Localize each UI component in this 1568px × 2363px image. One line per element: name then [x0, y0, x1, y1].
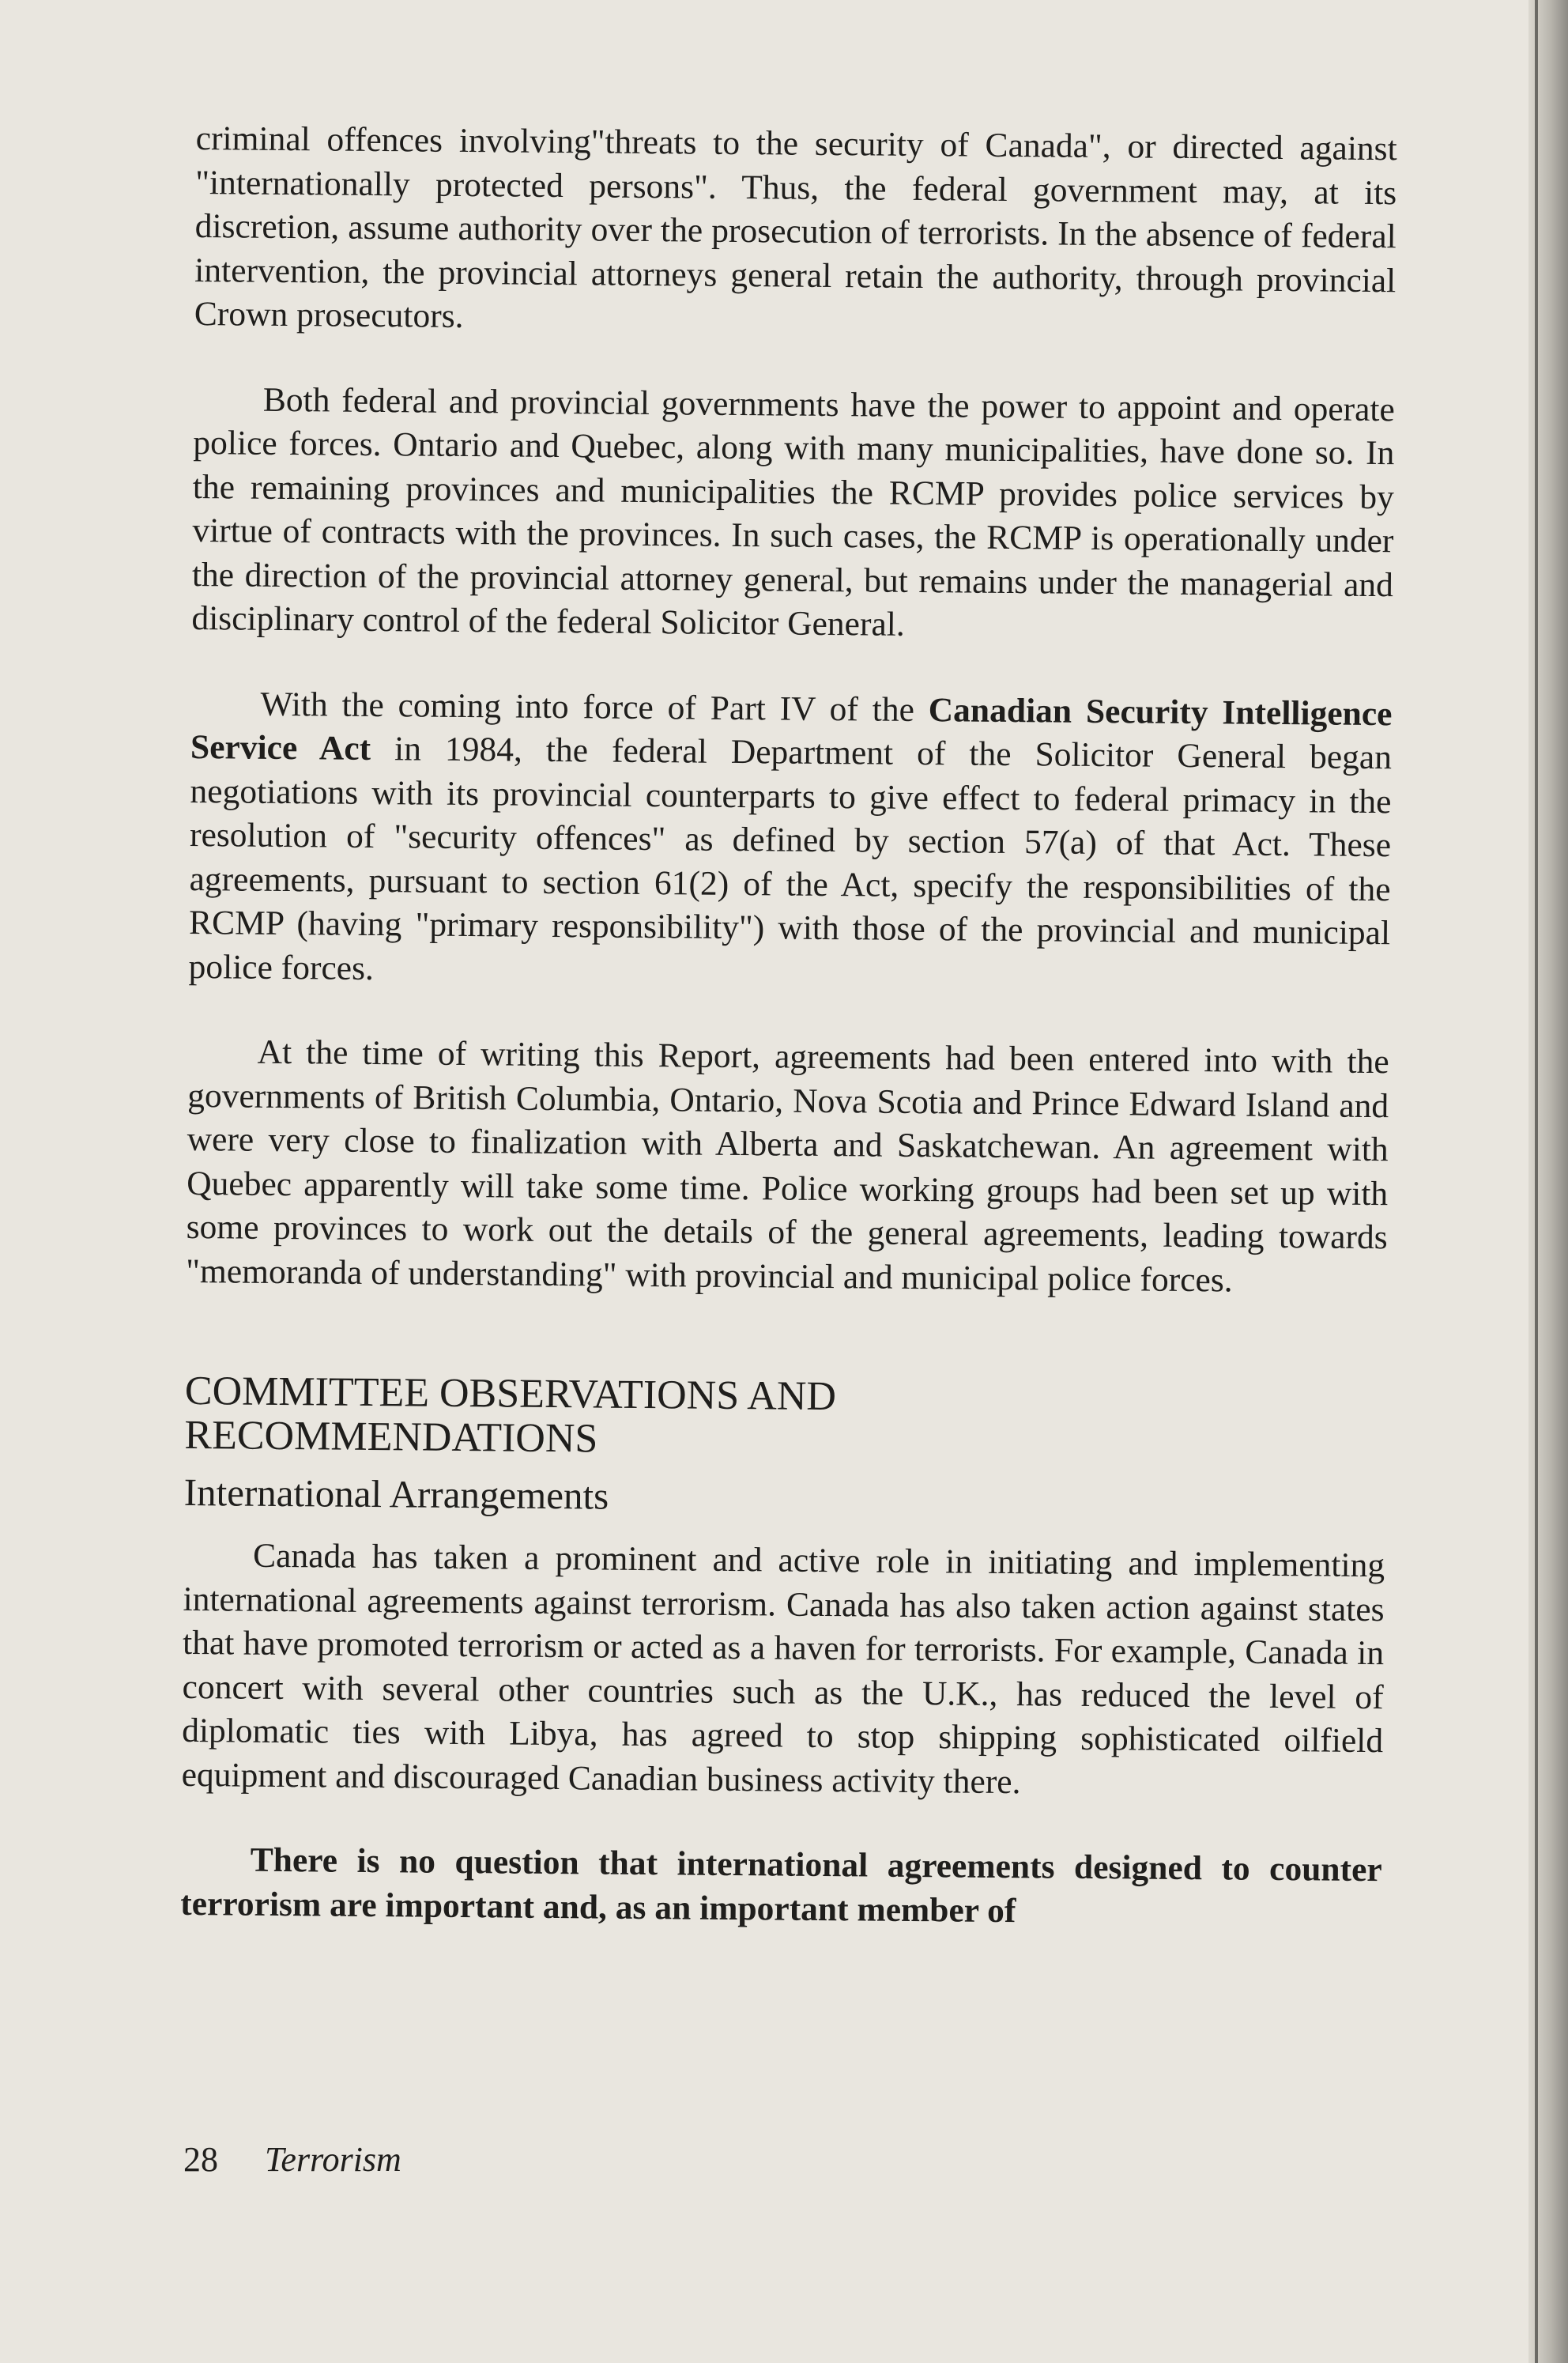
page-number: 28	[183, 2140, 218, 2179]
paragraph-csis-act-lead: With the coming into force of Part IV of the	[260, 685, 929, 729]
paragraph-agreements-status: At the time of writing this Report, agreements had been entered into with the governments of British Columbia, Ontario, Nova Scotia and Prince Edward Island and were very close to finalization with Alberta and Saskatchewan. An agreement with Quebec apparently will take some time. Police working groups had been set up with some provinces to work out the details of the general agreements, leading towards "memoranda of understanding" with provincial and municipal police forces.	[186, 1032, 1389, 1300]
paragraph-csis-act-rest: in 1984, the federal Department of the Solicitor General began negotiations with its provincial counterparts to give effect to federal primacy in the resolution of "security offences" as defined by section 57(a) of that Act. These agreements, pursuant to section 61(2) of the Act, specify the responsibilities of the RCMP (having "primary responsibility") with those of the provincial and municipal police forces.	[188, 729, 1393, 987]
paragraph-continued: criminal offences involving"threats to the security of Canada", or directed against "internationally protected persons". Thus, the federal government may, at its discretion, assume authority over the prosecution of terrorists. In the absence of federal intervention, the provincial attorneys general retain the authority, through provincial Crown prosecutors.	[194, 119, 1397, 335]
paragraph-csis-act	[188, 681, 1392, 999]
page-footer	[183, 2139, 401, 2180]
paragraph-international-role: Canada has taken a prominent and active role in initiating and implementing international agreements against terrorism. Canada has also taken action against states that have promoted terrorism or acted as a haven for terrorists. For example, Canada in concert with several other countries such as the U.K., has reduced the level of diplomatic ties with Libya, has agreed to stop shipping sophisticated oilfield equipment and discouraged Canadian business activity there.	[181, 1536, 1385, 1801]
running-title: Terrorism	[265, 2140, 401, 2179]
paragraph-police-forces: Both federal and provincial governments have the power to appoint and operate police forces. Ontario and Quebec, along with many municipalities, have done so. In the remaining provinces and municipalities the RCMP provides police services by virtue of contracts with the provinces. In such cases, the RCMP is operationally under the direction of the provincial attorney general, but remains under the managerial and disciplinary control of the federal Solicitor General.	[191, 380, 1396, 644]
book-binding-edge	[1535, 0, 1538, 2363]
paragraph-recommendation: There is no question that international agreements designed to counter terrorism are important and, as an important member of	[180, 1840, 1382, 1930]
body-text	[180, 117, 1397, 1977]
act-title: Canadian Security Intelligence Service Act	[190, 690, 1393, 768]
subsection-heading: International Arrangements	[183, 1470, 609, 1518]
section-heading: COMMITTEE OBSERVATIONS AND RECOMMENDATIONS	[184, 1368, 837, 1462]
